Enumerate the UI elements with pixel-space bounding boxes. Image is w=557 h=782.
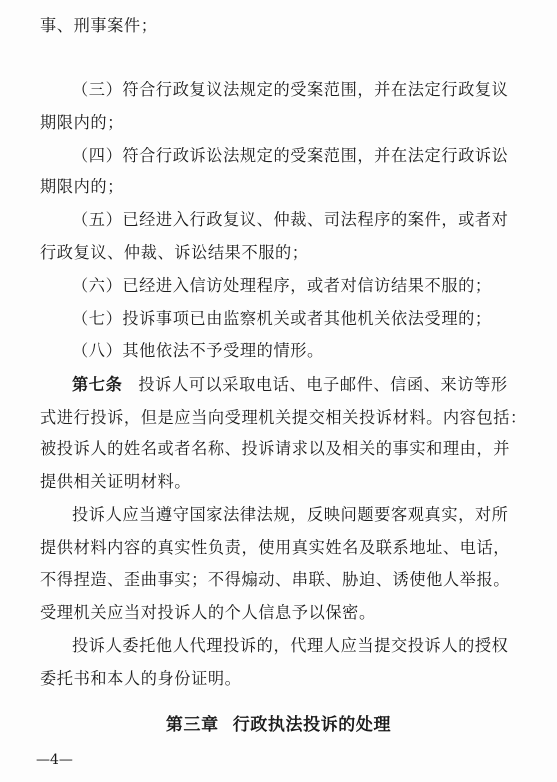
text-line: 式进行投诉，但是应当向受理机关提交相关投诉材料。内容包括： <box>40 408 527 427</box>
text-line: （五）已经进入行政复议、仲裁、司法程序的案件，或者对 <box>72 210 509 229</box>
text-line: 期限内的； <box>40 177 124 196</box>
chapter-number: 第三章 <box>165 715 219 735</box>
page-number: —4— <box>36 752 73 768</box>
article-7-text: 投诉人可以采取电话、电子邮件、信函、来访等形 <box>138 375 508 394</box>
text-line: 投诉人委托他人代理投诉的，代理人应当提交投诉人的授权 <box>72 636 509 655</box>
text-line: 投诉人应当遵守国家法律法规，反映问题要客观真实，对所 <box>72 505 509 524</box>
text-line: 提供相关证明材料。 <box>40 472 192 491</box>
article-7-line <box>72 375 508 395</box>
chapter-title: 行政执法投诉的处理 <box>232 715 392 735</box>
text-line: 提供材料内容的真实性负责，使用真实姓名及联系地址、电话， <box>40 538 511 557</box>
article-7-label: 第七条 <box>72 375 123 394</box>
text-line: （八）其他依法不予受理的情形。 <box>72 341 324 360</box>
text-line: （四）符合行政诉讼法规定的受案范围，并在法定行政诉讼 <box>72 146 509 165</box>
text-line: （六）已经进入信访处理程序，或者对信访结果不服的； <box>72 276 492 295</box>
text-line: 期限内的； <box>40 113 124 132</box>
text-line: 委托书和本人的身份证明。 <box>40 669 242 688</box>
chapter-heading <box>0 710 557 735</box>
text-line: 受理机关应当对投诉人的个人信息予以保密。 <box>40 603 376 622</box>
text-line: 被投诉人的姓名或者名称、投诉请求以及相关的事实和理由，并 <box>40 439 511 458</box>
text-line: 不得捏造、歪曲事实；不得煽动、串联、胁迫、诱使他人举报。 <box>40 570 511 589</box>
text-line: 行政复议、仲裁、诉讼结果不服的； <box>40 243 309 262</box>
text-line: （三）符合行政复议法规定的受案范围，并在法定行政复议 <box>72 80 509 99</box>
text-line: （七）投诉事项已由监察机关或者其他机关依法受理的； <box>72 309 492 328</box>
text-line: 事、刑事案件； <box>40 16 158 35</box>
